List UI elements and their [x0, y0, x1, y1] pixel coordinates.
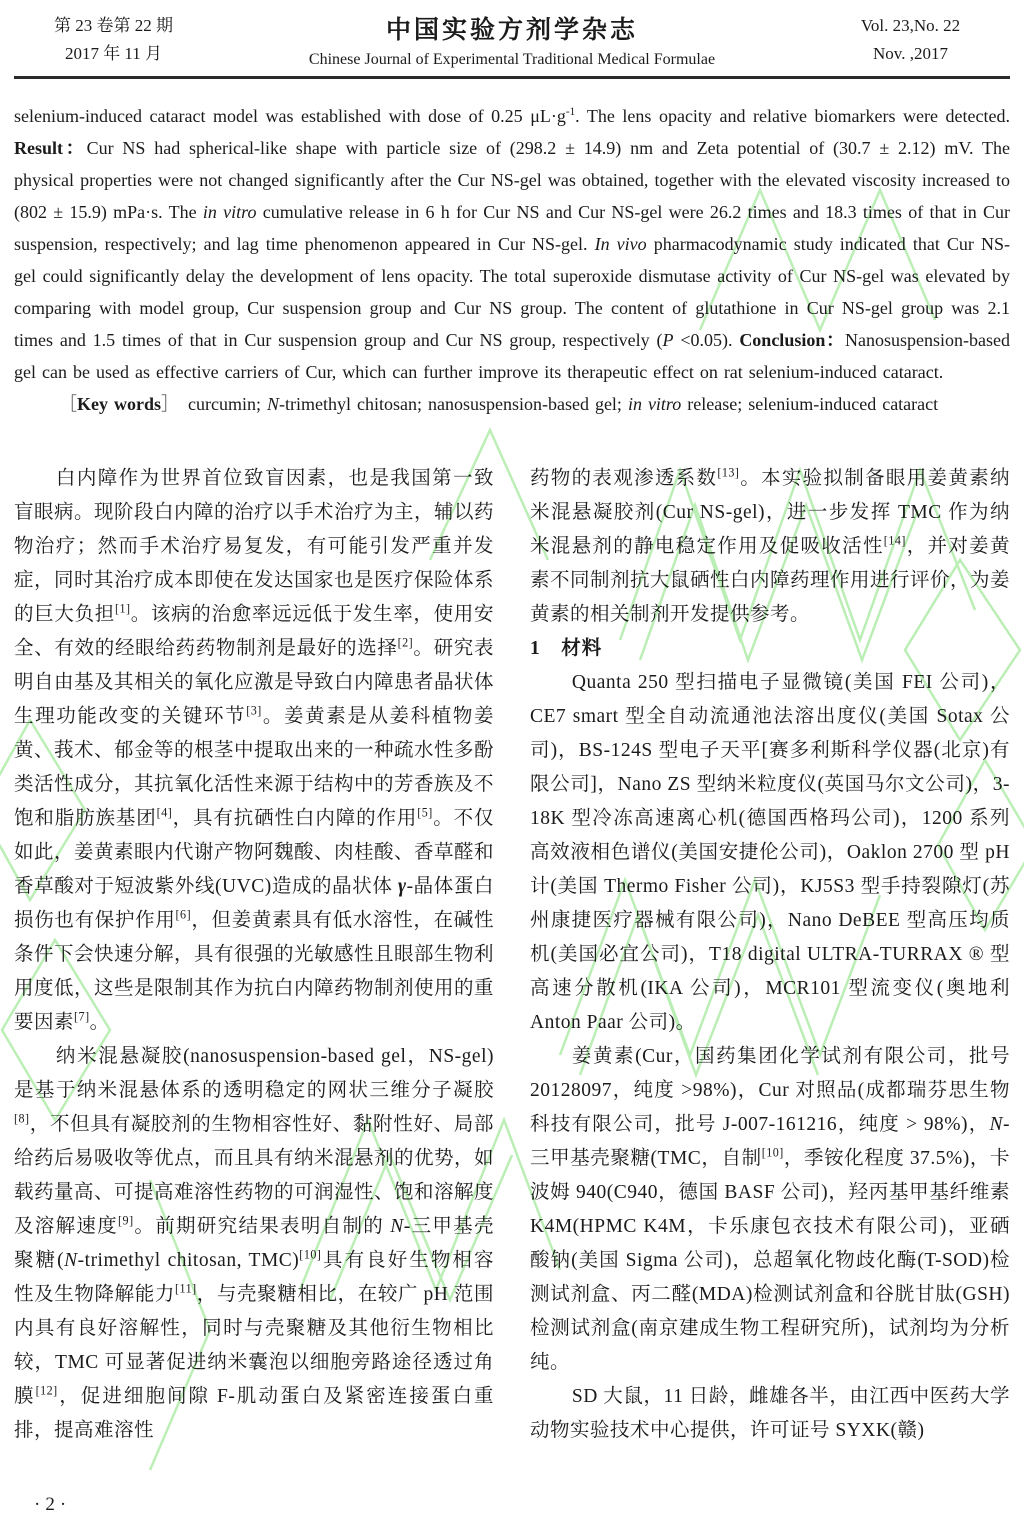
text-segment: 白内障作为世界首位致盲因素，也是我国第一致盲眼病。现阶段白内障的治疗以手术治疗为主，辅以药物治疗；然而手术治疗易复发，有可能引发严重并发症，同时其治疗成本即使在发达国家也是医疗保险体系的巨大负担 [14, 468, 495, 625]
text-segment: . The lens opacity and relative biomarkers were detected. [575, 106, 1010, 126]
journal-title-cn: 中国实验方剂学杂志 [385, 17, 638, 44]
paragraph [530, 1380, 1010, 1448]
journal-title-en: Chinese Journal of Experimental Traditional Medical Formulae [308, 51, 716, 68]
text-segment: cumulative release in 6 h for Cur NS and Cur NS-gel were 26.2 times and 18.3 times of that in Cur suspension, respectively; and lag time phenomenon appeared in Cur NS-gel. [14, 202, 1010, 254]
section-heading [530, 632, 1010, 666]
text-segment: SD 大鼠，11 日龄，雌雄各半，由江西中医药大学动物实验技术中心提供，许可证号 SYXK(赣) [530, 1386, 1010, 1441]
text-segment: -晶体蛋白损伤也有保护作用 [14, 876, 494, 931]
text-segment: N [64, 1250, 78, 1271]
journal-date-en: Nov. ,2017 [873, 43, 948, 63]
right-column [530, 462, 1010, 1448]
text-segment: -trimethyl chitosan, TMC) [77, 1250, 300, 1271]
text-segment: [10] [299, 1247, 322, 1262]
text-segment: Conclusion： [739, 330, 846, 350]
text-segment: [7] [74, 1009, 90, 1024]
text-segment: 。该病的治愈率远远低于发生率，使用安全、有效的经眼给药药物制剂是最好的选择 [14, 604, 494, 659]
journal-issue-cn: 第 23 卷第 22 期 [54, 15, 173, 35]
text-segment: 。不仅如此，姜黄素眼内代谢产物阿魏酸、肉桂酸、香草醛和香草酸对于短波紫外线(UVC)造成的晶状体 [14, 808, 495, 897]
paragraph [530, 666, 1010, 1040]
keywords-paragraph [14, 388, 1010, 420]
text-segment: 。本实验拟制备眼用姜黄素纳米混悬凝胶剂(Cur NS-gel)，进一步发挥 TMC 作为纳米混悬剂的静电稳定作用及促吸收活性 [530, 468, 1010, 557]
paragraph [530, 462, 1010, 632]
text-segment: ，具有抗硒性白内障的作用 [172, 808, 418, 829]
text-segment: ，并对姜黄素不同制剂抗大鼠硒性白内障药理作用进行评价，为姜黄素的相关制剂开发提供参考。 [530, 536, 1011, 625]
text-segment: 姜黄素(Cur，国药集团化学试剂有限公司，批号 20128097，纯度 >98%)，Cur 对照品(成都瑞芬思生物科技有限公司，批号 J-007-161216，纯度 > 98%)， [530, 1046, 1010, 1135]
page-number: ·2· [34, 1494, 72, 1515]
text-segment: 纳米混悬凝胶(nanosuspension-based gel，NS-gel)是基于纳米混悬体系的透明稳定的网状三维分子凝胶 [14, 1046, 494, 1101]
text-segment: 。前期研究结果表明自制的 [133, 1216, 391, 1237]
text-segment: [4] [156, 805, 173, 820]
journal-header [0, 0, 1024, 71]
text-segment: 具有良好生物相容性及生物降解能力 [14, 1250, 494, 1305]
paragraph [14, 462, 494, 1040]
text-segment: ，季铵化程度 37.5%)，卡波姆 940(C940，德国 BASF 公司)，羟丙基甲基纤维素 K4M(HPMC K4M，卡乐康包衣技术有限公司)，亚硒酸钠(美国 Sigma 公司)，总超氧化物歧化酶(T-SOD)检测试剂盒、丙二醛(MDA)检测试剂盒和谷胱甘肽(GSH)检测试剂盒(南京建成生物工程研究所)，试剂均为分析纯。 [530, 1148, 1010, 1373]
text-segment: Cur NS had spherical-like shape with particle size of (298.2 ± 14.9) nm and Zeta potential of (30.7 ± 2.12) mV. The physical properties were not changed significantly after the Cur NS-gel was obtained, together with the elevated viscosity increased to (802 ± 15.9) mPa·s. The [14, 138, 1010, 222]
paragraph [14, 1040, 494, 1448]
text-segment: 1 材料 [530, 638, 603, 659]
text-segment: in vitro [202, 202, 257, 222]
text-segment: Nanosuspension-based gel can be used as effective carriers of Cur, which can further improve its therapeutic effect on rat selenium-induced cataract. [14, 330, 1010, 382]
text-segment: in vitro [627, 394, 682, 414]
text-segment: pharmacodynamic study indicated that Cur NS-gel could significantly delay the development of lens opacity. The total superoxide dismutase activity of Cur NS-gel was elevated by comparing with model group, Cur suspension group and Cur NS group. The content of glutathione in Cur NS-gel group was 2.1 times and 1.5 times of that in Cur suspension group and Cur NS group, respectively ( [14, 234, 1010, 350]
text-segment: -trimethyl chitosan; nanosuspension-based gel; [279, 394, 628, 414]
text-segment: N [266, 394, 279, 414]
text-segment: -三甲基壳聚糖( [14, 1216, 494, 1271]
text-segment: 。 [89, 1012, 110, 1033]
text-segment: 。姜黄素是从姜科植物姜黄、莪术、郁金等的根茎中提取出来的一种疏水性多酚类活性成分，其抗氧化活性来源于结构中的芳香族及不饱和脂肪族基团 [14, 706, 495, 829]
text-segment: ［ [59, 394, 77, 414]
text-segment: [1] [114, 601, 131, 616]
text-segment: -三甲基壳聚糖(TMC，自制 [530, 1114, 1010, 1169]
text-segment: ］ curcumin; [161, 394, 267, 414]
text-segment: [10] [761, 1145, 784, 1160]
text-segment: [12] [35, 1383, 58, 1398]
journal-volume-en: Vol. 23,No. 22 [860, 15, 961, 35]
text-segment: Key words [77, 394, 161, 414]
text-segment: [6] [175, 907, 192, 922]
text-segment: γ [397, 876, 407, 897]
text-segment: Result： [14, 138, 87, 158]
text-segment: [5] [417, 805, 433, 820]
text-segment: [2] [397, 635, 414, 650]
text-segment: -1 [565, 106, 576, 118]
header-left-block [16, 12, 211, 68]
text-segment: 药物的表观渗透系数 [530, 468, 718, 489]
text-segment: [11] [174, 1281, 197, 1296]
text-segment: [9] [118, 1213, 134, 1228]
text-segment: release; selenium-induced cataract [681, 394, 939, 414]
paragraph [530, 1040, 1010, 1380]
header-divider [14, 76, 1010, 79]
abstract-paragraph [14, 100, 1010, 388]
text-segment: N [989, 1114, 1003, 1135]
body-columns [14, 462, 1010, 1448]
text-segment: ，与壳聚糖相比，在较广 pH 范围内具有良好溶解性，同时与壳聚糖及其他衍生物相比较，TMC 可显著促进纳米囊泡以细胞旁路途径透过角膜 [14, 1284, 494, 1407]
text-segment: [8] [14, 1111, 30, 1126]
text-segment: ，不但具有凝胶剂的生物相容性好、黏附性好、局部给药后易吸收等优点，而且具有纳米混悬剂的优势，如载药量高、可提高难溶性药物的可润湿性、饱和溶解度及溶解速度 [14, 1114, 495, 1237]
text-segment: <0.05). [673, 330, 740, 350]
left-column [14, 462, 494, 1448]
text-segment: selenium-induced cataract model was established with dose of 0.25 μL·g [14, 106, 566, 126]
header-center-block [211, 10, 813, 69]
text-segment: In vivo [594, 234, 647, 254]
text-segment: [13] [717, 465, 740, 480]
journal-date-cn: 2017 年 11 月 [64, 43, 163, 63]
text-segment: Quanta 250 型扫描电子显微镜(美国 FEI 公司)，CE7 smart 型全自动流通池法溶出度仪(美国 Sotax 公司)，BS-124S 型电子天平[赛多利斯科学仪器(北京)有限公司]，Nano ZS 型纳米粒度仪(英国马尔文公司)，3-18K 型冷冻高速离心机(德国西格玛公司)，1200 系列高效液相色谱仪(美国安捷伦公司)，Oaklon 2700 型 pH 计(美国 Thermo Fisher 公司)，KJ5S3 型手持裂隙灯(苏州康捷医疗器械有限公司)，Nano DeBEE 型高压均质机(美国必宜公司)，T18 digital ULTRA-TURRAX ® 型高速分散机(IKA 公司)，MCR101 型流变仪(奥地利 Anton Paar 公司)。 [530, 672, 1010, 1033]
header-right-block [813, 12, 1008, 68]
text-segment: [3] [246, 703, 262, 718]
abstract-section [14, 100, 1010, 420]
text-segment: 。研究表明自由基及其相关的氧化应激是导致白内障患者晶状体生理功能改变的关键环节 [14, 638, 495, 727]
text-segment: ，促进细胞间隙 F-肌动蛋白及紧密连接蛋白重排，提高难溶性 [14, 1386, 494, 1441]
text-segment: ，但姜黄素具有低水溶性，在碱性条件下会快速分解，具有很强的光敏感性且眼部生物利用度低，这些是限制其作为抗白内障药物制剂使用的重要因素 [14, 910, 495, 1033]
text-segment: [14] [883, 533, 906, 548]
text-segment: N [390, 1216, 404, 1237]
text-segment: P [662, 330, 674, 350]
